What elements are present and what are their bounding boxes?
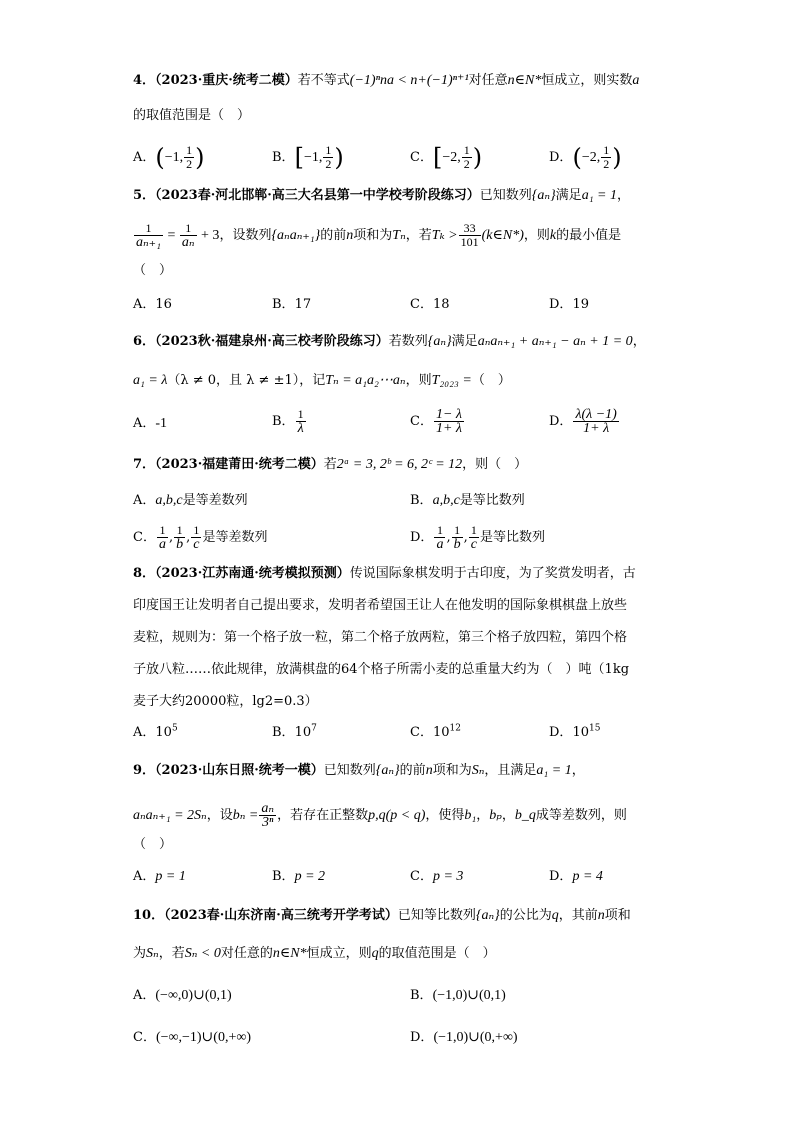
question-8-line-4: [133, 661, 629, 679]
question-9-line-1: [133, 762, 585, 780]
option-d[interactable]: [549, 408, 620, 435]
question-source: （2023·福建莆田·统考二模）: [155, 457, 324, 472]
variable-q: q: [371, 946, 379, 961]
answer-paren: （ ）: [471, 373, 511, 388]
variable-bp: bₚ: [489, 808, 502, 823]
option-c[interactable]: [410, 408, 465, 435]
question-text: 已知等比数列: [397, 908, 476, 923]
option-label: C．: [410, 725, 433, 740]
option-label: B．: [272, 725, 295, 740]
fraction: [259, 802, 276, 829]
variable-n: n: [346, 228, 354, 243]
numerator: 1: [174, 524, 185, 538]
option-c[interactable]: [133, 1029, 251, 1047]
variable-b1: b₁: [464, 808, 477, 823]
initial-condition: a₁ = 1: [536, 763, 572, 778]
option-text: 是等比数列: [459, 493, 525, 508]
power-exponent: 5: [171, 723, 178, 734]
initial-condition: a₁ = 1: [581, 188, 618, 203]
option-b[interactable]: [272, 296, 311, 314]
variable-sn: Sₙ: [471, 763, 485, 778]
question-text: ，若: [405, 228, 432, 243]
fraction: [191, 524, 201, 551]
question-text: 满足: [555, 188, 582, 203]
option-text: (−∞,−1)∪(0,+∞): [155, 1030, 251, 1045]
denominator: a: [158, 537, 166, 552]
question-text: 若数列: [388, 334, 428, 349]
option-label: D．: [549, 725, 573, 740]
question-text: 对任意: [468, 73, 508, 88]
option-label: D．: [549, 150, 573, 165]
bracket: (: [572, 143, 582, 172]
question-text: 恒成立，则: [306, 946, 372, 961]
denominator: 2: [325, 157, 332, 171]
question-number: 5．: [133, 188, 156, 203]
option-text: 是等比数列: [479, 530, 545, 545]
fraction: [459, 222, 481, 249]
fraction: [601, 144, 611, 171]
question-text: ，其前: [558, 908, 598, 923]
question-text: 的取值范围是（ ）: [133, 108, 251, 123]
denominator: λ: [297, 421, 304, 436]
question-text: 对任意的: [220, 946, 273, 961]
fraction: [184, 144, 194, 171]
question-source: （2023春·山东济南·高三统考开学考试）: [164, 908, 398, 923]
fraction: [434, 408, 464, 435]
option-text: 18: [432, 297, 450, 312]
option-b[interactable]: [272, 868, 325, 886]
option-d[interactable]: [549, 144, 622, 171]
question-text: ，且满足: [484, 763, 537, 778]
question-text: 若不等式: [297, 73, 350, 88]
option-label: C．: [410, 414, 433, 429]
denominator: 1+ λ: [435, 421, 462, 436]
option-text: (−∞,0)∪(0,1): [155, 988, 232, 1003]
power-base: 10: [155, 725, 172, 740]
option-label: A．: [133, 725, 156, 740]
bracket: [: [294, 143, 304, 172]
question-text: 子放八粒……依此规律，放满棋盘的64个格子所需小麦的总重量大约为（ ）吨（1kg: [133, 662, 630, 677]
variable-k: k: [549, 228, 557, 243]
option-label: C．: [133, 530, 156, 545]
numerator: 1: [180, 222, 197, 236]
condition-formula: n∈N*: [272, 946, 307, 961]
option-b[interactable]: [272, 724, 317, 742]
question-5-line-1: [133, 187, 630, 205]
fraction: [573, 408, 618, 435]
option-text: 是等差数列: [202, 530, 268, 545]
question-text: 麦子大约20000粒，lg2=0.3）: [133, 694, 318, 709]
option-label: C．: [410, 869, 433, 884]
option-b[interactable]: [410, 492, 525, 510]
separator: ，: [501, 808, 515, 823]
question-9-line-3: [133, 836, 172, 854]
option-text: 是等差数列: [182, 493, 248, 508]
fraction: [452, 524, 463, 551]
recurrence-formula: aₙaₙ₊₁ = 2Sₙ: [133, 808, 207, 823]
interval-left: −1,: [303, 150, 323, 165]
option-label: A．: [133, 988, 156, 1003]
denominator: 3ⁿ: [262, 815, 274, 830]
question-text: ，若存在正整数: [277, 808, 369, 823]
question-text: 已知数列: [323, 763, 376, 778]
option-b[interactable]: [272, 144, 344, 171]
option-d[interactable]: [549, 296, 589, 314]
option-label: D．: [410, 530, 434, 545]
fraction: [462, 144, 472, 171]
question-text: ，使得: [425, 808, 465, 823]
numerator: aₙ: [261, 801, 275, 816]
option-label: A．: [133, 869, 156, 884]
bracket: ): [472, 143, 483, 172]
option-c[interactable]: C． $\frac{1}{a}$ , $\frac{1}{b}$ , $\frac{1}{c}$ 是等差数列: [133, 523, 268, 552]
power-exponent: 7: [311, 723, 317, 734]
denominator: aₙ₊₁: [136, 235, 161, 250]
option-a[interactable]: [133, 987, 232, 1005]
question-source: （2023春·河北邯郸·高三大名县第一中学校考阶段练习）: [155, 188, 480, 203]
condition-formula: (k∈N*): [481, 228, 524, 243]
equation-formula: 2ᵃ = 3, 2ᵇ = 6, 2ᶜ = 12: [336, 457, 463, 472]
option-math: a,b,c: [155, 493, 183, 508]
question-text: 若: [323, 457, 337, 472]
denominator: b: [453, 537, 461, 552]
inequality-formula: (−1)ⁿna < n+(−1)ⁿ⁺¹: [349, 73, 469, 88]
option-label: A．: [133, 493, 156, 508]
question-7-line-1: [133, 456, 527, 474]
question-5-line-3: [133, 262, 172, 280]
option-text: (−1,0)∪(0,+∞): [433, 1030, 518, 1045]
question-9-line-2: [133, 802, 627, 829]
option-text: 16: [155, 297, 172, 312]
question-8-line-5: [133, 693, 318, 711]
numerator: 1: [463, 143, 470, 157]
question-6-line-2: [133, 372, 511, 390]
equals: =: [163, 228, 179, 243]
question-text: （λ ≠ 0，且 λ ≠ ±1），记: [167, 373, 326, 388]
option-label: B．: [410, 988, 433, 1003]
question-source: （2023·江苏南通·统考模拟预测）: [155, 566, 350, 581]
plus-term: + 3: [197, 228, 220, 243]
power-exponent: 12: [449, 723, 461, 734]
question-text: 的前: [399, 763, 426, 778]
question-text: 的取值范围是（ ）: [378, 946, 496, 961]
question-text: 已知数列: [479, 188, 532, 203]
option-c[interactable]: [410, 724, 461, 742]
bracket: ): [195, 143, 205, 172]
variable-q: q: [551, 908, 559, 923]
option-b[interactable]: [410, 987, 506, 1005]
question-text: 印度国王让发明者自己提出要求，发明者希望国王让人在他发明的国际象棋棋盘上放些: [133, 598, 628, 613]
question-text: 成等差数列，则: [535, 808, 627, 823]
fraction: [174, 524, 185, 551]
question-text: 满足: [451, 334, 478, 349]
option-label: B．: [272, 150, 295, 165]
condition-formula: p,q(p < q): [368, 808, 426, 823]
variable-tn: Tₙ: [392, 228, 406, 243]
option-d[interactable]: [549, 868, 603, 886]
bracket: ): [612, 143, 622, 172]
question-8-line-1: [133, 565, 636, 583]
option-text: p = 2: [294, 869, 326, 884]
power-exponent: 15: [588, 723, 601, 734]
numerator: λ(λ −1): [575, 407, 617, 422]
option-label: C．: [410, 297, 433, 312]
numerator: 1: [603, 143, 610, 157]
question-8-line-2: [133, 597, 627, 615]
sequence-formula: {aₙaₙ₊₁}: [271, 228, 321, 243]
option-c[interactable]: [410, 868, 463, 886]
numerator: 1: [186, 143, 193, 157]
option-a[interactable]: [133, 144, 205, 171]
option-a[interactable]: [133, 868, 186, 886]
condition-formula: Sₙ < 0: [184, 946, 221, 961]
interval-left: −2,: [581, 150, 601, 165]
question-text: 项和为: [432, 763, 472, 778]
condition-formula: n∈N*: [507, 73, 542, 88]
question-text: 的公比为: [499, 908, 552, 923]
question-text: ，若: [158, 946, 185, 961]
question-number: 7．: [133, 457, 156, 472]
power-base: 10: [432, 725, 450, 740]
product-formula: Tₙ = a₁a₂⋯aₙ: [325, 373, 406, 388]
interval-left: −1,: [164, 150, 184, 165]
option-text: p = 4: [572, 869, 603, 884]
option-label: D．: [549, 869, 573, 884]
sequence-formula: {aₙ}: [475, 908, 500, 923]
numerator: 1: [434, 524, 445, 538]
denominator: 2: [463, 157, 470, 171]
fraction: [134, 222, 163, 249]
denominator: 2: [186, 157, 193, 171]
variable-bq: b_q: [514, 808, 536, 823]
question-number: 8．: [133, 566, 156, 581]
denominator: 2: [603, 157, 610, 171]
question-text: ，: [617, 188, 631, 203]
option-a[interactable]: [133, 296, 172, 314]
variable-n: n: [425, 763, 433, 778]
bracket: [: [432, 143, 443, 172]
fraction: [180, 222, 197, 249]
option-label: A．: [133, 297, 156, 312]
option-label: B．: [410, 493, 433, 508]
option-math: a,b,c: [432, 493, 460, 508]
question-text: 传说国际象棋发明于古印度，为了奖赏发明者，古: [349, 566, 636, 581]
question-5-line-2: [133, 222, 621, 249]
denominator: b: [176, 537, 184, 552]
fraction: [157, 524, 168, 551]
question-number: 10．: [133, 908, 165, 923]
question-text: ，设数列: [219, 228, 272, 243]
question-4-line-1: [133, 72, 639, 90]
option-d[interactable]: [549, 724, 600, 742]
variable-sn: Sₙ: [146, 946, 159, 961]
option-label: A．: [133, 150, 156, 165]
option-a[interactable]: [133, 492, 248, 510]
question-text: 项和为: [353, 228, 393, 243]
sequence-formula: {aₙ}: [427, 334, 452, 349]
option-text: p = 1: [155, 869, 186, 884]
bracket: ): [334, 143, 344, 172]
option-d[interactable]: [410, 1029, 518, 1047]
denominator: aₙ: [181, 235, 195, 250]
question-source: （2023·重庆·统考二模）: [155, 73, 298, 88]
question-text: 为: [133, 946, 147, 961]
fraction: [434, 524, 445, 551]
question-text: ，则（ ）: [462, 457, 528, 472]
question-number: 4．: [133, 73, 156, 88]
option-d[interactable]: D． $\frac{1}{a}$ , $\frac{1}{b}$ , $\frac{1}{c}$ 是等比数列: [410, 523, 545, 552]
option-label: D．: [410, 1030, 434, 1045]
interval-left: −2,: [442, 150, 461, 165]
option-c[interactable]: [410, 296, 450, 314]
question-text: ，: [632, 334, 646, 349]
numerator: 1: [325, 143, 332, 157]
numerator: 1− λ: [435, 407, 462, 422]
option-text: 17: [294, 297, 312, 312]
bracket: (: [155, 143, 165, 172]
question-source: （2023·山东日照·统考一模）: [155, 763, 324, 778]
numerator: 1: [296, 408, 306, 422]
option-label: D．: [549, 414, 573, 429]
option-c[interactable]: [410, 144, 482, 171]
fraction: [469, 524, 479, 551]
option-label: A．: [133, 416, 156, 431]
question-6-line-1: [133, 333, 646, 351]
question-text: 麦粒，规则为：第一个格子放一粒，第二个格子放两粒，第三个格子放四粒，第四个格: [133, 630, 628, 645]
numerator: 1: [134, 222, 163, 236]
option-label: B．: [272, 297, 295, 312]
option-label: D．: [549, 297, 573, 312]
numerator: 1: [157, 524, 168, 538]
sequence-formula: {aₙ}: [375, 763, 400, 778]
separator: ，: [476, 808, 490, 823]
fraction: [323, 144, 333, 171]
option-text: -1: [155, 416, 168, 431]
variable-a: a: [632, 73, 640, 88]
question-text: ，: [571, 763, 585, 778]
option-b[interactable]: [272, 408, 307, 435]
denominator: c: [470, 537, 477, 552]
variable-bn: bₙ =: [232, 808, 259, 823]
answer-paren: （ ）: [133, 263, 173, 278]
question-4-line-2: [133, 107, 250, 125]
question-number: 6．: [133, 334, 156, 349]
option-label: B．: [272, 869, 295, 884]
question-text: 恒成立，则实数: [541, 73, 633, 88]
power-base: 10: [572, 725, 589, 740]
recurrence-formula: aₙaₙ₊₁ + aₙ₊₁ − aₙ + 1 = 0: [477, 334, 633, 349]
question-8-line-3: [133, 629, 627, 647]
option-a[interactable]: [133, 415, 167, 433]
sequence-formula: {aₙ}: [531, 188, 556, 203]
question-text: 的最小值是: [556, 228, 622, 243]
question-text: 的前: [320, 228, 347, 243]
question-source: （2023秋·福建泉州·高三校考阶段练习）: [155, 334, 389, 349]
denominator: a: [436, 537, 444, 552]
question-text: ，设: [206, 808, 233, 823]
variable-n: n: [597, 908, 605, 923]
question-text: 项和: [604, 908, 631, 923]
option-text: p = 3: [432, 869, 464, 884]
numerator: 1: [452, 524, 463, 538]
question-number: 9．: [133, 763, 156, 778]
denominator: 1+ λ: [583, 421, 610, 436]
denominator: c: [193, 537, 200, 552]
power-base: 10: [294, 725, 312, 740]
question-10-line-2: [133, 945, 496, 963]
inequality-formula: Tₖ >: [431, 228, 458, 243]
option-label: B．: [272, 414, 295, 429]
option-a[interactable]: [133, 724, 178, 742]
numerator: 1: [469, 524, 479, 538]
question-10-line-1: [133, 907, 631, 925]
option-label: C．: [133, 1030, 156, 1045]
fraction: [296, 408, 306, 435]
numerator: 1: [191, 524, 201, 538]
numerator: 33: [459, 222, 481, 236]
initial-condition: a₁ = λ: [133, 373, 168, 388]
question-text: ，则: [405, 373, 432, 388]
question-text: ，则: [523, 228, 550, 243]
option-label: C．: [410, 150, 433, 165]
target-formula: T₂₀₂₃ =: [431, 373, 472, 388]
option-text: (−1,0)∪(0,1): [432, 988, 506, 1003]
denominator: 101: [460, 235, 479, 249]
answer-paren: （ ）: [133, 837, 173, 852]
option-text: 19: [572, 297, 589, 312]
